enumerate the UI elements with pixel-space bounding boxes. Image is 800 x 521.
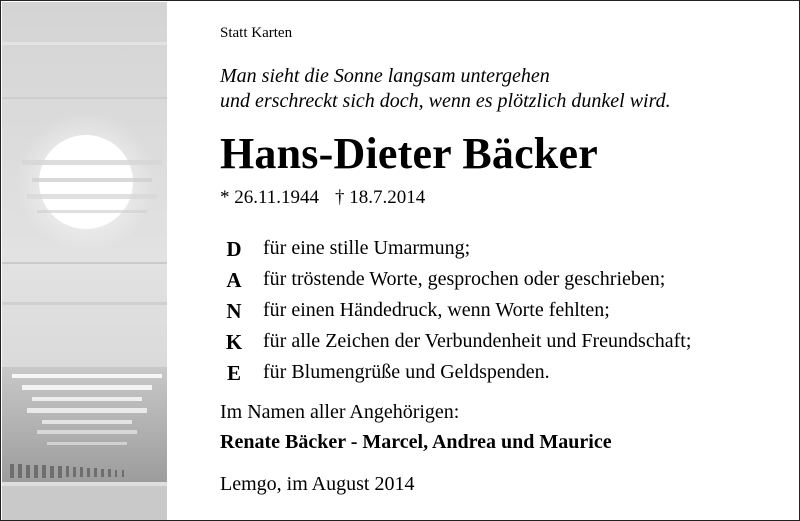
statt-karten-label: Statt Karten [220, 25, 293, 41]
danke-text: für alle Zeichen der Verbundenheit und Freundschaft; [263, 330, 692, 352]
danke-letter: D [226, 237, 242, 261]
danke-text: für tröstende Worte, gesprochen oder geschrieben; [263, 268, 666, 290]
family-names: Renate Bäcker - Marcel, Andrea und Maurice [220, 431, 612, 453]
danke-text: für Blumengrüße und Geldspenden. [263, 361, 550, 383]
danke-letter: K [225, 330, 243, 354]
danke-letter: E [226, 361, 241, 385]
death-date: † 18.7.2014 [335, 187, 426, 208]
verse [220, 64, 671, 114]
verse-line-1: Man sieht die Sonne langsam untergehen [220, 65, 550, 87]
danke-text: für eine stille Umarmung; [263, 237, 471, 259]
danke-text: für einen Händedruck, wenn Worte fehlten; [263, 299, 610, 321]
sunset-sea-photo [2, 2, 167, 520]
place-date: Lemgo, im August 2014 [220, 473, 415, 495]
danke-letter: A [226, 268, 242, 292]
beach [2, 482, 167, 520]
family-intro: Im Namen aller Angehörigen: [220, 401, 460, 423]
danke-letter: N [226, 299, 242, 323]
deceased-name: Hans-Dieter Bäcker [220, 129, 598, 178]
notice-content [220, 1, 789, 520]
life-dates [220, 187, 425, 209]
birth-date: * 26.11.1944 [220, 187, 320, 208]
verse-line-2: und erschreckt sich doch, wenn es plötzlich dunkel wird. [220, 90, 671, 112]
